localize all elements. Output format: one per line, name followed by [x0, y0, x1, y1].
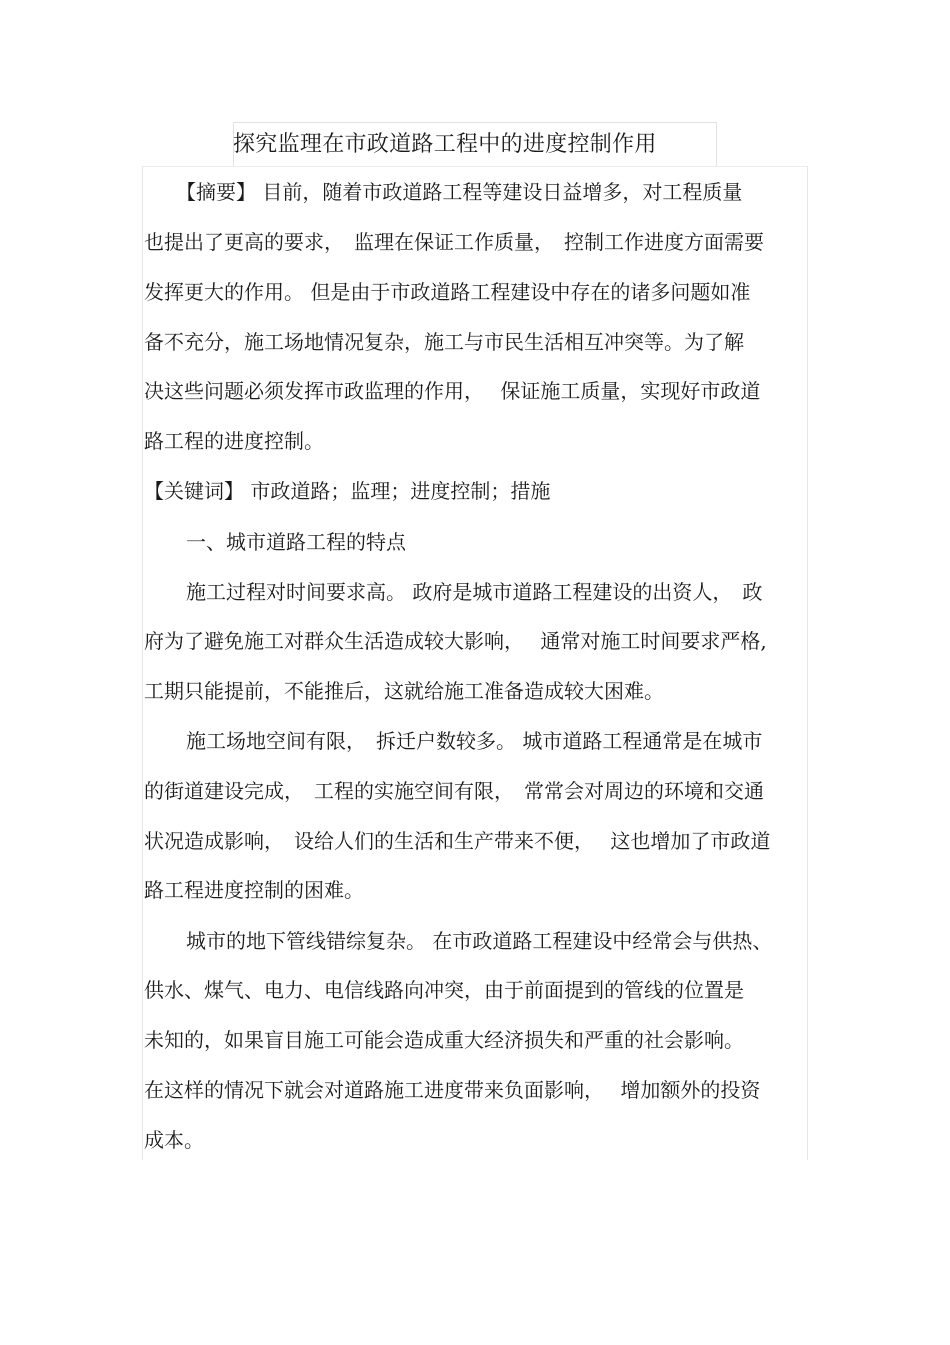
- para3-line-2: 供水、煤气、电力、电信线路向冲突，由于前面提到的管线的位置是: [144, 978, 744, 1002]
- para3-line-3: 未知的，如果盲目施工可能会造成重大经济损失和严重的社会影响。: [144, 1028, 744, 1052]
- abstract-line-5: 决这些问题必须发挥市政监理的作用， 保证施工质量，实现好市政道: [144, 379, 761, 403]
- abstract-line-2: 也提出了更高的要求， 监理在保证工作质量， 控制工作进度方面需要: [144, 230, 764, 254]
- abstract-line-3: 发挥更大的作用。 但是由于市政道路工程建设中存在的诸多问题如准: [144, 280, 751, 304]
- para1-line-2: 府为了避免施工对群众生活造成较大影响， 通常对施工时间要求严格,: [144, 629, 767, 653]
- abstract-line-1: 【摘要】 目前，随着市政道路工程等建设日益增多，对工程质量: [176, 180, 743, 204]
- text-frame-left: [142, 166, 143, 1160]
- text-frame-top: [142, 166, 808, 167]
- para2-line-4: 路工程进度控制的困难。: [144, 878, 364, 902]
- para2-line-1: 施工场地空间有限， 拆迁户数较多。 城市道路工程通常是在城市: [186, 729, 763, 753]
- keywords-line: 【关键词】 市政道路；监理；进度控制；措施: [144, 479, 551, 503]
- section-heading: 一、城市道路工程的特点: [186, 530, 406, 554]
- text-frame-right: [807, 166, 808, 1160]
- para3-line-1: 城市的地下管线错综复杂。 在市政道路工程建设中经常会与供热、: [186, 929, 773, 953]
- abstract-line-6: 路工程的进度控制。: [144, 429, 324, 453]
- para2-line-3: 状况造成影响， 设给人们的生活和生产带来不便， 这也增加了市政道: [144, 829, 771, 853]
- para1-line-3: 工期只能提前，不能推后，这就给施工准备造成较大困难。: [144, 679, 664, 703]
- para3-line-4: 在这样的情况下就会对道路施工进度带来负面影响， 增加额外的投资: [144, 1078, 761, 1102]
- para2-line-2: 的街道建设完成， 工程的实施空间有限， 常常会对周边的环境和交通: [144, 779, 764, 803]
- para1-line-1: 施工过程对时间要求高。 政府是城市道路工程建设的出资人， 政: [186, 580, 763, 604]
- abstract-line-4: 备不充分，施工场地情况复杂，施工与市民生活相互冲突等。为了解: [144, 330, 744, 354]
- document-title: 探究监理在市政道路工程中的进度控制作用: [233, 132, 657, 157]
- para3-line-5: 成本。: [144, 1128, 204, 1152]
